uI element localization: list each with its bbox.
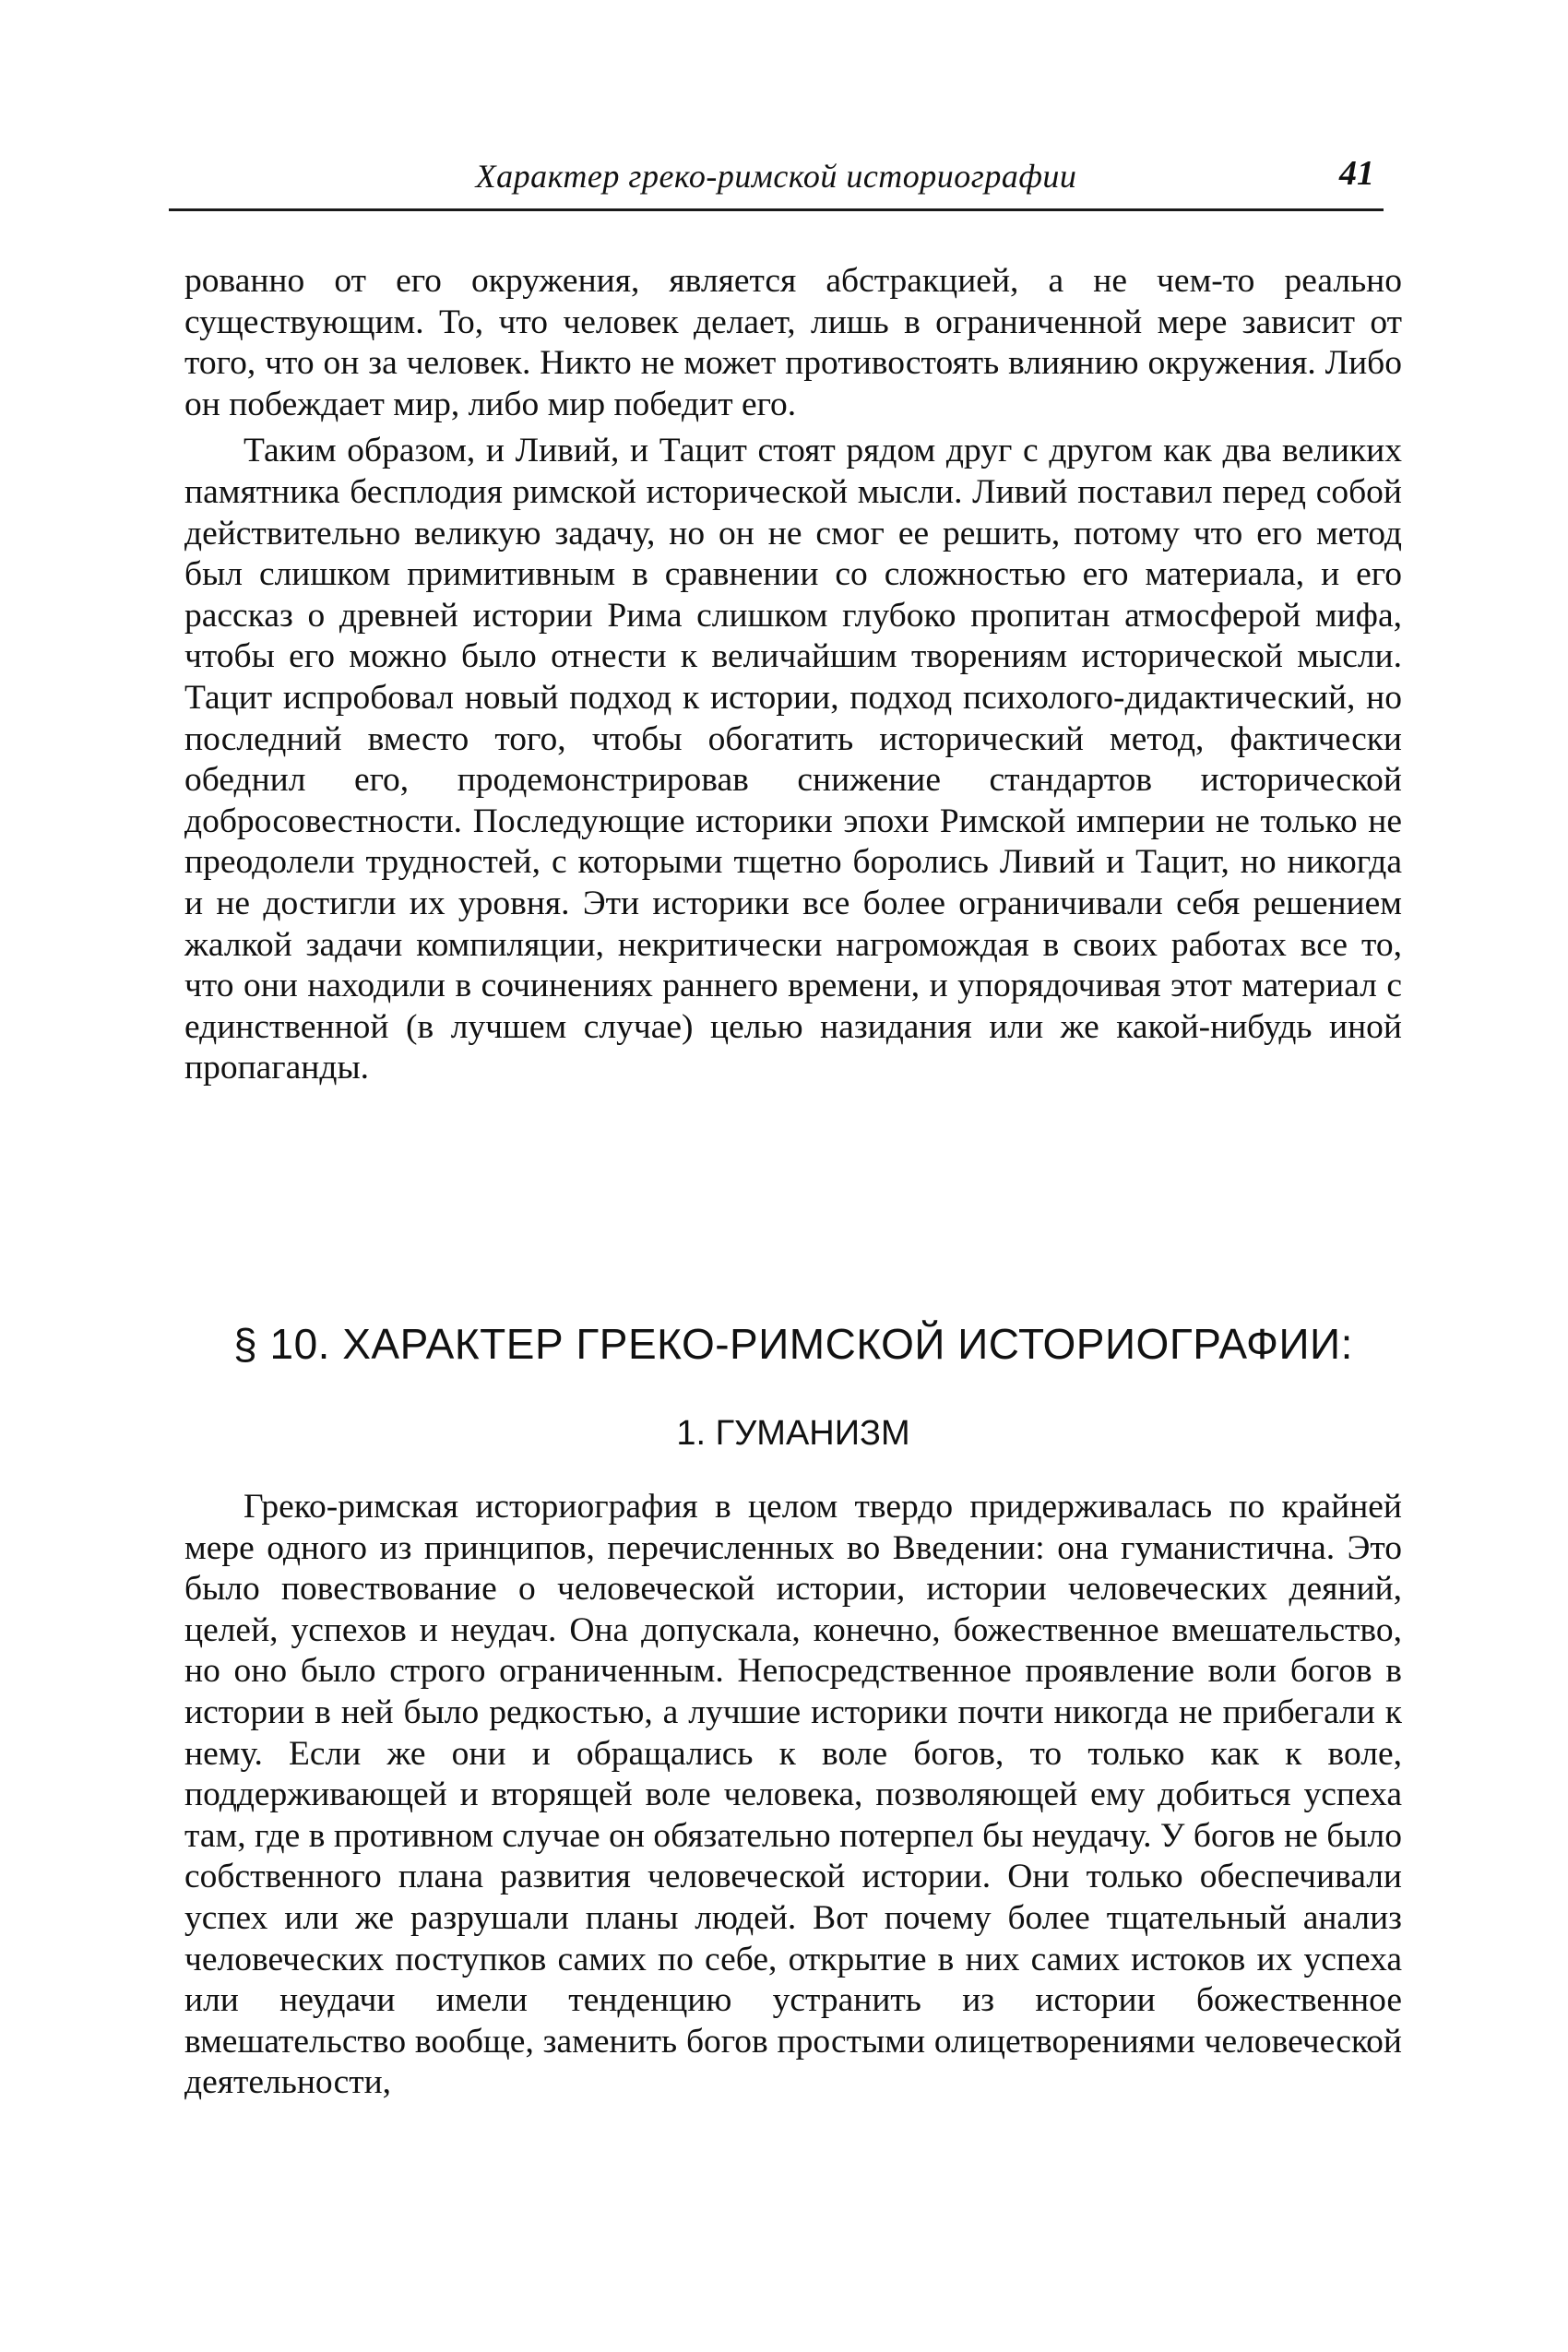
text-block-top bbox=[184, 261, 1402, 1089]
section-subheading: 1. ГУМАНИЗМ bbox=[676, 1414, 910, 1453]
running-head: Характер греко-римской историографии bbox=[475, 158, 1077, 195]
paragraph-livy-tacitus: Таким образом, и Ливий, и Тацит стоят рядом друг с другом как два великих памятника бесплодия римской исторической мысли. Ливий поставил перед собой действительно великую задачу, но он не смог ее решить, потому что его метод был слишком примитивным в сравнении со сложностью его материала, и его рассказ о древней истории Рима слишком глубоко пропитан атмосферой мифа, чтобы его можно было отнести к величайшим творениям исторической мысли. Тацит испробовал новый подход к истории, подход психолого-дидактический, но последний вместо того, чтобы обогатить исторический метод, фактически обеднил его, продемонстрировав снижение стандартов исторической добросовестности. Последующие историки эпохи Римской империи не только не преодолели трудностей, с которыми тщетно боролись Ливий и Тацит, но никогда и не достигли их уровня. Эти историки все более ограничивали себя решением жалкой задачи компиляции, некритически нагромождая в своих работах все то, что они находили в сочинениях раннего времени, и упорядочивая этот материал с единственной (в лучшем случае) целью назидания или же какой-нибудь иной пропаганды. bbox=[184, 432, 1402, 1087]
paragraph-humanism: Греко-римская историография в целом твердо придерживалась по крайней мере одного из принципов, перечисленных во Введении: она гуманистична. Это было повествование о человеческой истории, истории человеческих деяний, целей, успехов и неудач. Она допускала, конечно, божественное вмешательство, но оно было строго ограниченным. Непосредственное проявление воли богов в истории в ней было редкостью, а лучшие историки почти никогда не прибегали к нему. Если же они и обращались к воле богов, то только как к воле, поддерживающей и вторящей воле человека, позволяющей ему добиться успеха там, где в противном случае он обязательно потерпел бы неудачу. У богов не было собственного плана развития человеческой истории. Они только обеспечивали успех или же разрушали планы людей. Вот почему более тщательный анализ человеческих поступков самих по себе, открытие в них самих истоков их успеха или неудачи имели тенденцию устранить из истории божественное вмешательство вообще, заменить богов простыми олицетворениями человеческой деятельности, bbox=[184, 1488, 1402, 2102]
page-header bbox=[169, 148, 1384, 211]
paragraph-continued: рованно от его окружения, является абстракцией, а не чем-то реально существующим. То, что человек делает, лишь в ограниченной мере зависит от того, что он за человек. Никто не может противостоять влиянию окружения. Либо он побеждает мир, либо мир победит его. bbox=[184, 262, 1402, 423]
text-block-humanism bbox=[184, 1487, 1402, 2104]
section-heading: § 10. ХАРАКТЕР ГРЕКО-РИМСКОЙ ИСТОРИОГРАФИИ: bbox=[233, 1320, 1353, 1368]
page-number: 41 bbox=[1339, 154, 1374, 193]
